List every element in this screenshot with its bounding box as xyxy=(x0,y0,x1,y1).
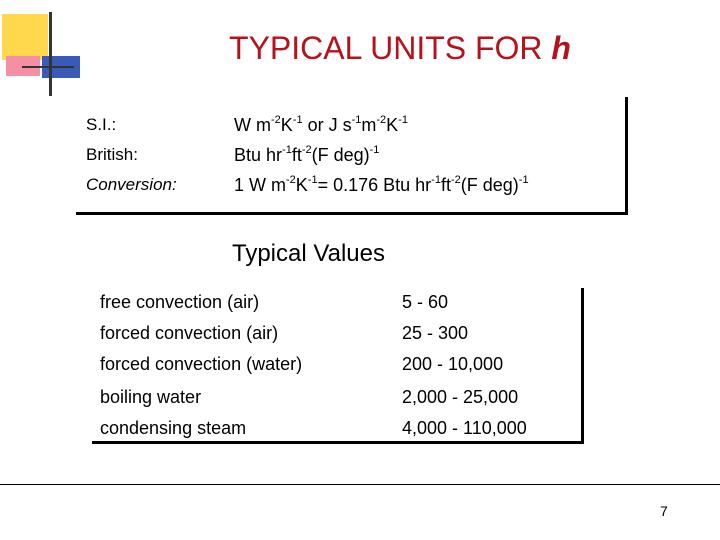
title-variable: h xyxy=(551,30,571,66)
si-label: S.I.: xyxy=(86,115,117,134)
row-label: free convection (air) xyxy=(100,292,260,312)
row-label: boiling water xyxy=(100,387,202,407)
title-text: TYPICAL UNITS FOR xyxy=(229,30,552,66)
row-value: 5 - 60 xyxy=(402,292,449,312)
ornament-yellow-square xyxy=(2,14,48,60)
typical-values-heading: Typical Values xyxy=(232,240,385,267)
row-value: 2,000 - 25,000 xyxy=(402,387,519,407)
units-box xyxy=(76,97,628,215)
row-label: forced convection (air) xyxy=(100,323,279,343)
row-value: 200 - 10,000 xyxy=(402,354,504,374)
footer-divider xyxy=(0,484,720,485)
british-label: British: xyxy=(86,145,138,164)
slide-title xyxy=(150,30,650,67)
row-label: forced convection (water) xyxy=(100,354,303,374)
ornament-horizontal-line xyxy=(22,66,74,68)
row-value: 25 - 300 xyxy=(402,323,469,343)
page-number: 7 xyxy=(660,503,668,519)
ornament-vertical-line xyxy=(49,12,52,96)
conversion-value: 1 W $m^{-2}K^{-1}= 0.176$ Btu $hr^{-1}ft^{-2}(F$ deg)$^{-1}$ xyxy=(234,174,529,195)
british-value: Btu $hr^{-1}ft^{-2}(F$ deg)$^{-1}$ xyxy=(234,144,380,165)
conversion-label: Conversion: xyxy=(86,175,177,194)
row-label: condensing steam xyxy=(100,418,247,438)
typical-values-table xyxy=(92,288,584,444)
row-value: 4,000 - 110,000 xyxy=(402,418,527,438)
si-value: W $m^{-2}K^{-1}$ or J $s^{-1}m^{-2}K^{-1}$ xyxy=(234,114,408,135)
